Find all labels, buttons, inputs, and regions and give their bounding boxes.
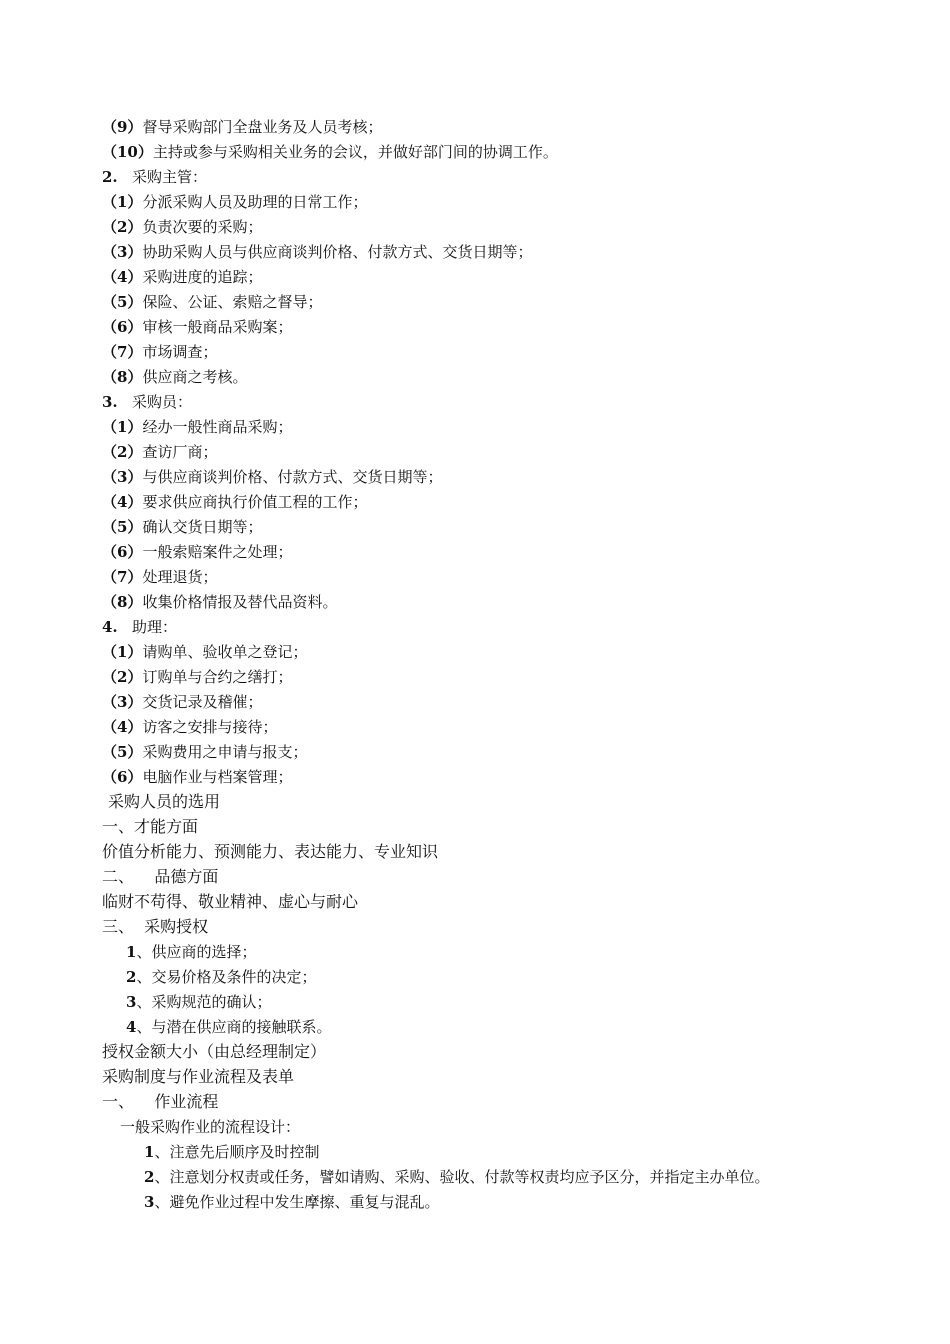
subheading	[102, 817, 198, 837]
item-number: （9）	[102, 118, 143, 136]
item-text: 电脑作业与档案管理；	[142, 768, 293, 786]
item-number: （5）	[102, 293, 143, 311]
item-number: （5）	[102, 743, 143, 761]
item-text: 、供应商的选择；	[136, 943, 257, 961]
item-text: 、注意先后顺序及时控制	[154, 1143, 320, 1161]
item-text: 采购员：	[131, 393, 192, 411]
item-number: 4	[126, 1018, 137, 1036]
subheading	[102, 917, 208, 937]
text-line	[102, 517, 262, 537]
text-line	[102, 642, 307, 662]
item-number: 2	[126, 968, 137, 986]
item-text: 主持或参与采购相关业务的会议，并做好部门间的协调工作。	[152, 143, 558, 161]
item-number: （7）	[102, 343, 143, 361]
item-text: 、与潜在供应商的接触联系。	[136, 1018, 332, 1036]
item-number: （4）	[102, 268, 143, 286]
text-line	[102, 417, 292, 437]
section-heading	[102, 167, 207, 187]
item-number: （3）	[102, 243, 143, 261]
paragraph	[102, 1042, 326, 1062]
item-text: 一般采购作业的流程设计：	[120, 1118, 301, 1136]
item-number: 2.	[102, 168, 118, 186]
item-text: 协助采购人员与供应商谈判价格、付款方式、交货日期等；	[142, 243, 533, 261]
text-line	[102, 267, 262, 287]
item-text: 市场调查；	[142, 343, 218, 361]
item-text: 采购费用之申请与报支；	[142, 743, 308, 761]
section-heading	[102, 617, 177, 637]
subheading	[102, 867, 218, 887]
item-number: （2）	[102, 218, 143, 236]
item-text: 访客之安排与接待；	[142, 718, 278, 736]
item-text: 收集价格情报及替代品资料。	[142, 593, 338, 611]
item-text: 采购人员的选用	[108, 792, 221, 811]
text-line	[102, 692, 262, 712]
item-text: 、注意划分权责或任务，譬如请购、采购、验收、付款等权责均应予区分，并指定主办单位。	[154, 1168, 770, 1186]
item-text: 保险、公证、索赔之督导；	[142, 293, 323, 311]
item-text: 审核一般商品采购案；	[142, 318, 293, 336]
item-text: 价值分析能力、预测能力、表达能力、专业知识	[102, 842, 439, 861]
subheading	[102, 1092, 218, 1112]
item-number: 2	[144, 1168, 155, 1186]
item-number: （7）	[102, 568, 143, 586]
item-text: 请购单、验收单之登记；	[142, 643, 308, 661]
item-text: 确认交货日期等；	[142, 518, 263, 536]
item-text: 、避免作业过程中发生摩擦、重复与混乱。	[154, 1193, 440, 1211]
text-line	[102, 117, 382, 137]
item-number: （5）	[102, 518, 143, 536]
text-line	[102, 242, 532, 262]
text-line	[102, 742, 307, 762]
text-line	[102, 667, 292, 687]
item-text: 采购主管：	[131, 168, 207, 186]
subheading	[108, 792, 220, 812]
item-number: （1）	[102, 418, 143, 436]
paragraph	[102, 892, 358, 912]
item-number: （6）	[102, 543, 143, 561]
item-text: 采购制度与作业流程及表单	[102, 1067, 295, 1086]
item-number: （6）	[102, 318, 143, 336]
item-text: 一般索赔案件之处理；	[142, 543, 293, 561]
item-number: （1）	[102, 643, 143, 661]
item-text: 临财不苟得、敬业精神、虚心与耐心	[102, 892, 359, 911]
item-text: 、交易价格及条件的决定；	[136, 968, 317, 986]
item-text: 负责次要的采购；	[142, 218, 263, 236]
item-text: 一、 作业流程	[102, 1092, 219, 1111]
text-line	[126, 992, 271, 1012]
item-text: 处理退货；	[142, 568, 218, 586]
text-line	[102, 767, 292, 787]
item-text: 三、 采购授权	[102, 917, 209, 936]
item-text: 查访厂商；	[142, 443, 218, 461]
item-number: 3.	[102, 393, 118, 411]
item-text: 督导采购部门全盘业务及人员考核；	[142, 118, 383, 136]
item-text: 、采购规范的确认；	[136, 993, 272, 1011]
item-number: 1	[144, 1143, 155, 1161]
text-line	[102, 192, 367, 212]
item-text: 与供应商谈判价格、付款方式、交货日期等；	[142, 468, 443, 486]
text-line	[120, 1117, 300, 1137]
item-text: 助理：	[131, 618, 177, 636]
text-line	[102, 317, 292, 337]
text-line	[102, 367, 247, 387]
item-number: （3）	[102, 693, 143, 711]
item-number: （4）	[102, 493, 143, 511]
text-line	[144, 1142, 319, 1162]
item-number: （2）	[102, 668, 143, 686]
item-number: （1）	[102, 193, 143, 211]
item-number: （3）	[102, 468, 143, 486]
section-heading	[102, 392, 192, 412]
text-line	[102, 342, 217, 362]
item-number: （6）	[102, 768, 143, 786]
item-text: 一、才能方面	[102, 817, 199, 836]
item-text: 经办一般性商品采购；	[142, 418, 293, 436]
text-line	[102, 442, 217, 462]
item-text: 采购进度的追踪；	[142, 268, 263, 286]
text-line	[102, 592, 337, 612]
text-line	[102, 292, 322, 312]
item-number: （8）	[102, 593, 143, 611]
item-number: 3	[126, 993, 137, 1011]
text-line	[102, 217, 262, 237]
text-line	[102, 467, 442, 487]
item-number: （4）	[102, 718, 143, 736]
item-text: 订购单与合约之缮打；	[142, 668, 293, 686]
text-line	[102, 567, 217, 587]
text-line	[126, 942, 256, 962]
item-number: （2）	[102, 443, 143, 461]
item-text: 供应商之考核。	[142, 368, 248, 386]
item-text: 二、 品德方面	[102, 867, 219, 886]
item-text: 分派采购人员及助理的日常工作；	[142, 193, 368, 211]
text-line	[144, 1192, 439, 1212]
text-line	[126, 1017, 331, 1037]
item-number: 4.	[102, 618, 118, 636]
paragraph	[102, 842, 438, 862]
text-line	[126, 967, 316, 987]
item-number: （10）	[102, 143, 153, 161]
item-text: 要求供应商执行价值工程的工作；	[142, 493, 368, 511]
text-line	[144, 1167, 769, 1187]
item-text: 交货记录及稽催；	[142, 693, 263, 711]
text-line	[102, 492, 367, 512]
item-text: 授权金额大小（由总经理制定）	[102, 1042, 327, 1061]
subheading	[102, 1067, 294, 1087]
text-line	[102, 542, 292, 562]
text-line	[102, 142, 558, 162]
item-number: 3	[144, 1193, 155, 1211]
text-line	[102, 717, 277, 737]
item-number: （8）	[102, 368, 143, 386]
item-number: 1	[126, 943, 137, 961]
